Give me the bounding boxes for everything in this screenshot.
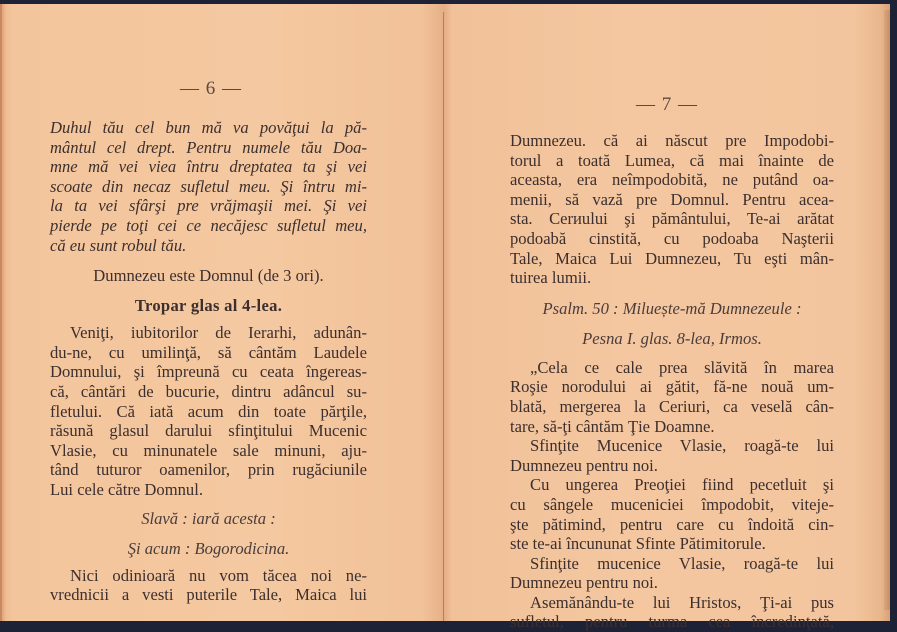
ode-rubric: Pesna I. glas. 8-lea, Irmos. bbox=[582, 328, 762, 348]
psalm-rubric: Psalm. 50 : Miluește-mă Dumnezeule : bbox=[542, 298, 802, 318]
text-line: vrednicii a vesti puterile Tale, Maica lui bbox=[50, 585, 367, 605]
text-line: tând tuturor oamenilor, prin rugăciunile bbox=[50, 460, 367, 480]
text-line: sta. Cerиului şi pământului, Te-ai arătat bbox=[510, 209, 834, 229]
text-line: Tale, Maica Lui Dumnezeu, Tu eşti mân- bbox=[510, 248, 834, 268]
text-line: la ta vei sfârşi pre vrăjmaşii mei. Şi vei bbox=[50, 196, 367, 216]
text-line: mne mă vei viea întru dreptatea ta şi vei bbox=[50, 157, 367, 177]
troparion-heading: Tropar glas al 4-lea. bbox=[134, 296, 283, 316]
text-line: şte pătimind, pentru care cu îndoită cin- bbox=[510, 514, 834, 534]
text-line: mântul cel drept. Pentru numele tău Doa- bbox=[50, 137, 367, 157]
text-line: Dumnezeu pentru noi. bbox=[510, 573, 658, 593]
text-line: menii, să vază pre Domnul. Pentru acea- bbox=[510, 189, 834, 209]
text-line: Roşie norodului ai gătit, fă-ne nouă um- bbox=[510, 377, 834, 397]
text-line: Veniţi, iubitorilor de Ierarhi, adunân- bbox=[70, 323, 367, 343]
page-edge bbox=[884, 10, 890, 610]
refrain-paragraph bbox=[510, 554, 834, 593]
text-line: „Cela ce cale prea slăvită în marea bbox=[530, 357, 834, 377]
left-page-text bbox=[50, 118, 367, 605]
text-line: Sfinţite Mucenice Vlasie, roagă-te lui bbox=[530, 436, 834, 456]
text-line: Dumnezeu. că ai născut pre Impodobi- bbox=[510, 131, 834, 150]
text-line: ste te-ai încununat Sfinte Pătimitorule. bbox=[510, 534, 766, 554]
italic-passage bbox=[50, 118, 367, 255]
text-line: Nici odinioară nu vom tăcea noi ne- bbox=[70, 565, 367, 585]
text-line: Sfinţite mucenice Vlasie, roagă-te lui bbox=[530, 553, 834, 573]
irmos-paragraph bbox=[510, 358, 834, 436]
text-line: că eu sunt robul tău. bbox=[50, 235, 187, 255]
text-line: răsună glasul darului sfinţitului Mucenic bbox=[50, 421, 367, 441]
text-line: Vlasie, cu minunatele sale minuni, aju- bbox=[50, 440, 367, 460]
rubric-now: Şi acum : Bogorodicina. bbox=[127, 538, 290, 558]
page-number-right: — 7 — bbox=[636, 94, 698, 115]
text-line: tuirea lumii. bbox=[510, 268, 592, 288]
left-page bbox=[0, 4, 444, 621]
page-number-left: — 6 — bbox=[180, 78, 242, 99]
text-line: sufletul, pentru turma cea încredinţată, bbox=[510, 612, 834, 632]
refrain-paragraph bbox=[510, 436, 834, 475]
text-line: Dumnezeu pentru noi. bbox=[510, 455, 658, 475]
text-line: Asemănându-te lui Hristos, Ţi-ai pus bbox=[530, 592, 834, 612]
text-line: cu sângele muceniciei împodobit, viteje- bbox=[510, 494, 834, 514]
right-page bbox=[444, 4, 890, 632]
text-line: Lui cele către Domnul. bbox=[50, 479, 203, 499]
text-line: blată, mergerea la Ceriuri, ca veselă cân- bbox=[510, 396, 834, 416]
text-line: du-ne, cu umilinţă, să cântăm Laudele bbox=[50, 342, 367, 362]
text-line: pierde pe toţi cei ce necăjesc sufletul meu, bbox=[50, 215, 367, 235]
text-line: Duhul tău cel bun mă va povăţui la pă- bbox=[50, 118, 367, 137]
right-page-text bbox=[510, 131, 834, 632]
text-line: aceasta, era neîmpodobită, ne putând oa- bbox=[510, 170, 834, 190]
troparion-paragraph bbox=[50, 323, 367, 499]
refrain-line: Dumnezeu este Domnul (de 3 ori). bbox=[93, 266, 324, 286]
open-book bbox=[0, 4, 892, 632]
text-line: podoabă cinstită, cu podoaba Naşterii bbox=[510, 228, 834, 248]
text-line: Domnului, şi împreună cu ceata îngereas- bbox=[50, 362, 367, 382]
text-line: torul a toată Lumea, că mai înainte de bbox=[510, 150, 834, 170]
text-line: tare, să-ţi cântăm Ţie Doamne. bbox=[510, 416, 715, 436]
troparion-paragraph bbox=[510, 593, 834, 632]
text-line: Cu ungerea Preoţiei fiind pecetluit şi bbox=[530, 475, 834, 495]
text-line: că, cântări de bucurie, dintru adâncul su- bbox=[50, 381, 367, 401]
theotokion-continued bbox=[510, 131, 834, 288]
troparion-paragraph bbox=[510, 475, 834, 553]
text-line: fletului. Că iată acum din toate părţile, bbox=[50, 401, 367, 421]
rubric-glory: Slavă : iară acesta : bbox=[141, 508, 276, 528]
text-line: scoate din necaz sufletul meu. Şi întru mi- bbox=[50, 176, 367, 196]
theotokion-paragraph bbox=[50, 566, 367, 605]
